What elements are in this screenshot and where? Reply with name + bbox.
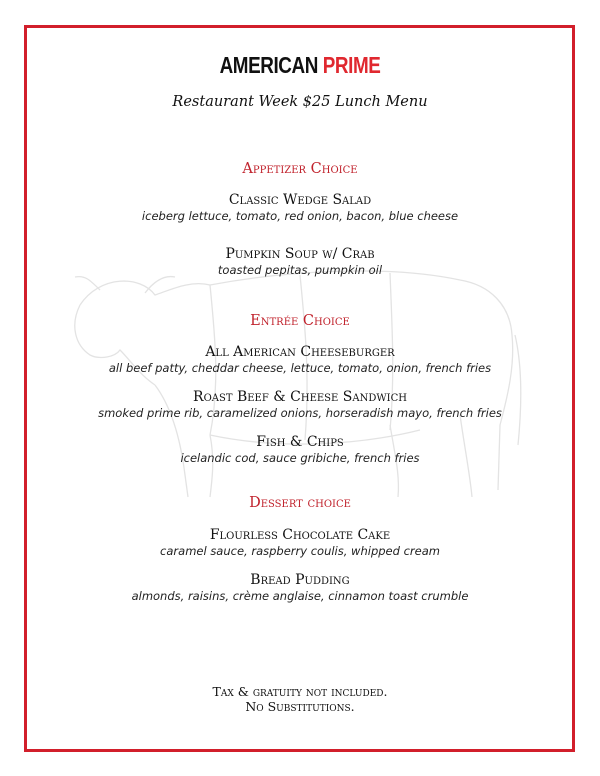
menu-item-desc: toasted pepitas, pumpkin oil bbox=[217, 263, 383, 277]
menu-item-desc: caramel sauce, raspberry coulis, whipped cream bbox=[160, 544, 440, 558]
menu-item-desc: icelandic cod, sauce gribiche, french fries bbox=[180, 451, 420, 465]
section-title-entree: Entrée Choice bbox=[250, 313, 350, 329]
menu-item-name: Roast Beef & Cheese Sandwich bbox=[193, 389, 407, 405]
menu-item-name: Fish & Chips bbox=[256, 434, 344, 450]
menu-item-name: Bread Pudding bbox=[250, 572, 350, 588]
menu-item-desc: iceberg lettuce, tomato, red onion, bacon, blue cheese bbox=[141, 209, 459, 223]
section-title-appetizer: Appetizer Choice bbox=[242, 161, 358, 177]
menu-item-desc: smoked prime rib, caramelized onions, horseradish mayo, french fries bbox=[98, 406, 502, 420]
section-title-dessert: Dessert choice bbox=[249, 495, 351, 511]
footer-substitutions-note: No Substitutions. bbox=[245, 699, 355, 714]
menu-item-name: Pumpkin Soup w/ Crab bbox=[225, 246, 375, 262]
brand-word-american: AMERICAN bbox=[219, 52, 318, 78]
menu-item-name: Classic Wedge Salad bbox=[228, 192, 372, 208]
menu-item-desc: all beef patty, cheddar cheese, lettuce, tomato, onion, french fries bbox=[108, 361, 492, 375]
menu-item-name: Flourless Chocolate Cake bbox=[209, 527, 391, 543]
footer-tax-note: Tax & gratuity not included. bbox=[212, 684, 388, 699]
menu-item-desc: almonds, raisins, crème anglaise, cinnamon toast crumble bbox=[131, 589, 469, 603]
brand-word-prime: PRIME bbox=[322, 52, 381, 78]
brand-logo bbox=[54, 52, 546, 79]
menu-item-name: All American Cheeseburger bbox=[205, 344, 395, 360]
menu-subtitle: Restaurant Week $25 Lunch Menu bbox=[172, 94, 428, 110]
